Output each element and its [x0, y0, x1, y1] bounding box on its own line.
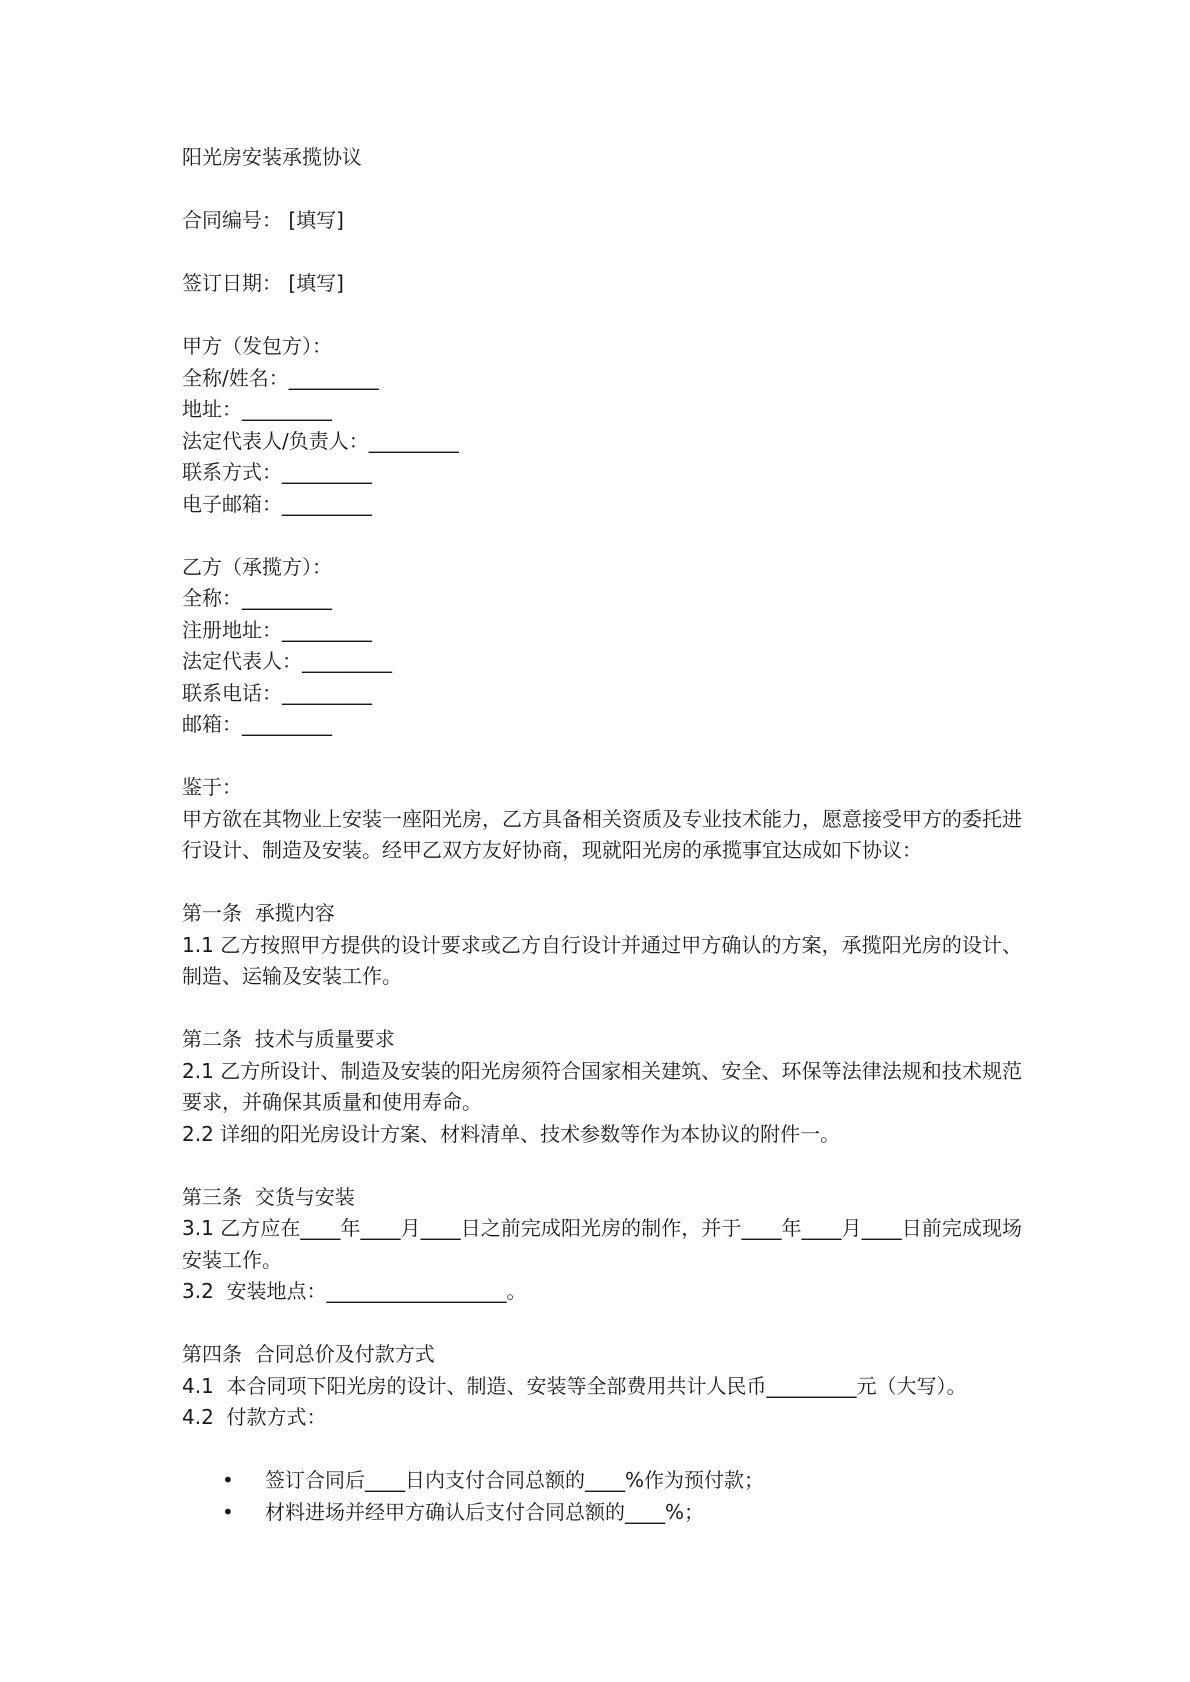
party-a-email: 电子邮箱：_________: [182, 491, 372, 516]
article-heading: 第四条 合同总价及付款方式: [182, 1342, 435, 1366]
article-3: [182, 1182, 1022, 1308]
party-a-contact: 联系方式：_________: [182, 460, 372, 484]
article-heading: 第二条 技术与质量要求: [182, 1027, 395, 1051]
contract-number: 合同编号： [填写]: [182, 208, 344, 232]
article-heading: 第一条 承揽内容: [182, 901, 335, 925]
payment-item-text: 签订合同后____日内支付合同总额的____%作为预付款；: [265, 1468, 765, 1492]
party-a-name: 全称/姓名：_________: [182, 365, 379, 390]
article-clause: 1.1 乙方按照甲方提供的设计要求或乙方自行设计并通过甲方确认的方案，承揽阳光房的设计、制造、运输及安装工作。: [182, 932, 1022, 988]
party-b-address: 注册地址：_________: [182, 617, 372, 642]
sign-date: 签订日期： [填写]: [182, 271, 344, 295]
payment-item-text: 材料进场并经甲方确认后支付合同总额的____%；: [265, 1499, 705, 1524]
party-b-heading: 乙方（承揽方）：: [182, 554, 332, 579]
party-a-address: 地址：_________: [182, 397, 332, 421]
article-clause: 4.1 本合同项下阳光房的设计、制造、安装等全部费用共计人民币_________元（大写）。: [182, 1373, 967, 1398]
article-2: [182, 1024, 1022, 1150]
whereas-section: [182, 772, 1022, 867]
document-title: 阳光房安装承揽协议: [182, 145, 362, 169]
list-item: [182, 1497, 1022, 1529]
party-b-email: 邮箱：_________: [182, 712, 332, 736]
bullet-icon: •: [222, 1499, 234, 1524]
article-clause: 2.2 详细的阳光房设计方案、材料清单、技术参数等作为本协议的附件一。: [182, 1121, 841, 1146]
party-a-heading: 甲方（发包方）：: [182, 334, 332, 358]
article-clause: 3.2 安装地点：__________________。: [182, 1279, 527, 1303]
article-clause: 3.1 乙方应在____年____月____日之前完成阳光房的制作，并于____年____月____日前完成现场安装工作。: [182, 1216, 1022, 1272]
article-4: [182, 1339, 1022, 1434]
party-b-representative: 法定代表人：_________: [182, 649, 392, 673]
article-1: [182, 898, 1022, 993]
list-item: [182, 1465, 1022, 1497]
article-clause: 2.1 乙方所设计、制造及安装的阳光房须符合国家相关建筑、安全、环保等法律法规和技术规范要求，并确保其质量和使用寿命。: [182, 1058, 1022, 1114]
party-b-section: [182, 552, 1022, 741]
party-b-phone: 联系电话：_________: [182, 680, 372, 705]
article-heading: 第三条 交货与安装: [182, 1184, 355, 1209]
document-page: [182, 142, 1022, 1528]
article-clause: 4.2 付款方式：: [182, 1405, 327, 1429]
payment-list: [182, 1465, 1022, 1528]
party-a-section: [182, 331, 1022, 520]
whereas-text: 甲方欲在其物业上安装一座阳光房，乙方具备相关资质及专业技术能力，愿意接受甲方的委托进行设计、制造及安装。经甲乙双方友好协商，现就阳光房的承揽事宜达成如下协议：: [182, 806, 1022, 862]
whereas-heading: 鉴于：: [182, 775, 242, 799]
party-a-representative: 法定代表人/负责人：_________: [182, 428, 459, 453]
party-b-name: 全称：_________: [182, 586, 332, 610]
bullet-icon: •: [222, 1468, 234, 1492]
